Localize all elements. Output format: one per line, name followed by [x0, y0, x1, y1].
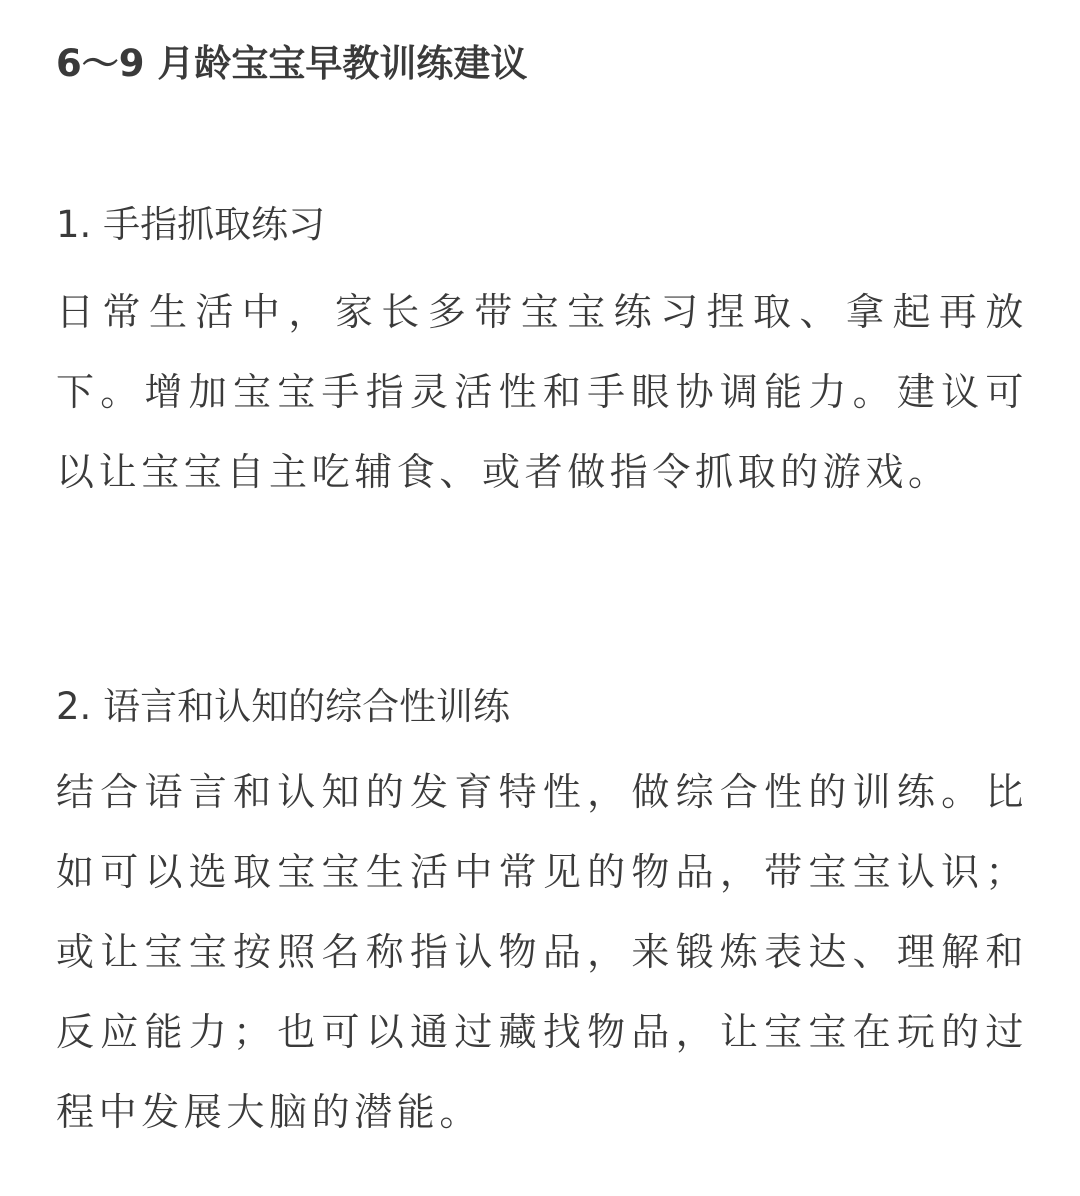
section-body: 结合语言和认知的发育特性，做综合性的训练。比如可以选取宝宝生活中常见的物品，带宝宝认识；或让宝宝按照名称指认物品，来锻炼表达、理解和反应能力；也可以通过藏找物品，让宝宝在玩的过程中发展大脑的潜能。 [56, 770, 1028, 1134]
section-body: 日常生活中，家长多带宝宝练习捏取、拿起再放下。增加宝宝手指灵活性和手眼协调能力。建议可以让宝宝自主吃辅食、或者做指令抓取的游戏。 [56, 290, 1028, 494]
section-heading: 2. 语言和认知的综合性训练 [56, 685, 511, 728]
section-finger-grasping [56, 198, 1028, 512]
section-language-cognition [56, 680, 1028, 1152]
section-heading: 1. 手指抓取练习 [56, 203, 326, 246]
article-title: 6～9 月龄宝宝早教训练建议 [56, 42, 528, 85]
